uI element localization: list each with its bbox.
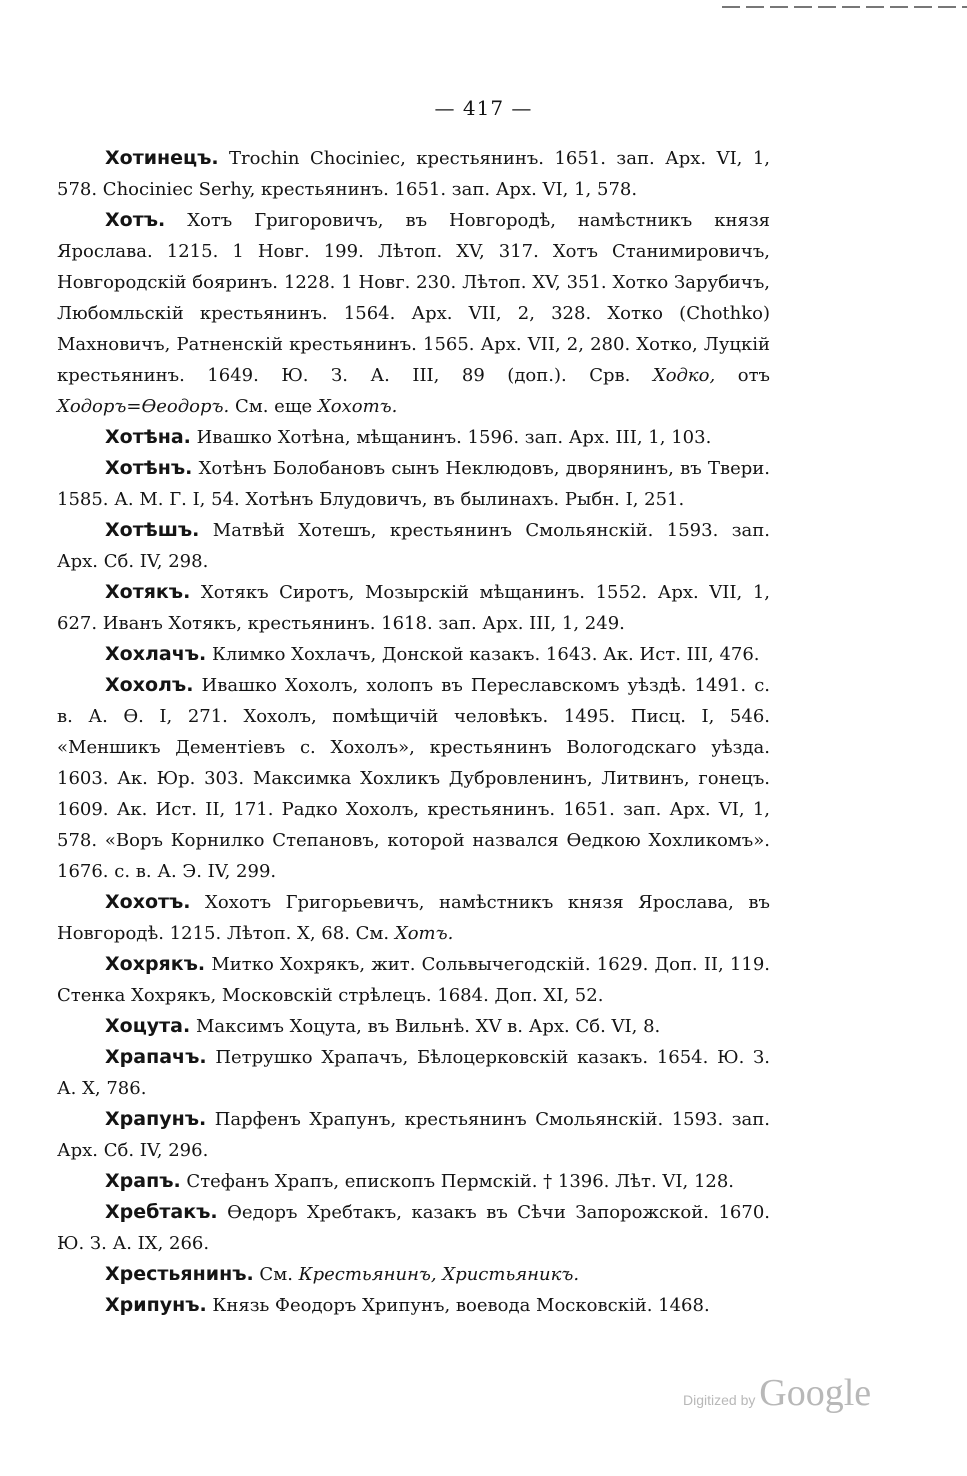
entry-text: См. еще: [229, 396, 318, 417]
dictionary-entry: [57, 422, 770, 453]
entry-headword: Хрипунъ.: [105, 1294, 207, 1316]
entry-text: Хотякъ Сиротъ, Мозырскій мѣщанинъ. 1552. Арх. VII, 1, 627. Иванъ Хотякъ, крестьянинъ. 1618. зап. Арх. III, 1, 249.: [57, 582, 770, 634]
entry-headword: Хохотъ.: [105, 891, 191, 913]
dictionary-entry: [57, 949, 770, 1011]
entry-cross-reference: Ходоръ=Ѳеодоръ.: [57, 396, 230, 417]
dictionary-entry: [57, 1259, 770, 1290]
entry-headword: Хоцута.: [105, 1015, 191, 1037]
entry-cross-reference: Хотъ.: [394, 923, 454, 944]
dictionary-entry: [57, 1104, 770, 1166]
digitized-by-google-watermark: [683, 1371, 871, 1415]
dictionary-entry: [57, 515, 770, 577]
entry-text: Митко Хохрякъ, жит. Сольвычегодскій. 1629. Доп. II, 119. Стенка Хохрякъ, Московскій стрѣлецъ. 1684. Доп. XI, 52.: [57, 954, 770, 1006]
entry-text: Хотѣнъ Болобановъ сынъ Неклюдовъ, дворянинъ, въ Твери. 1585. А. М. Г. I, 54. Хотѣнъ Блудовичъ, въ былинахъ. Рыбн. I, 251.: [57, 458, 770, 510]
dictionary-entry: [57, 1042, 770, 1104]
dictionary-entry: [57, 670, 770, 887]
entry-text: отъ: [715, 365, 771, 386]
entry-headword: Хохлачъ.: [105, 643, 207, 665]
watermark-brand: Google: [759, 1372, 872, 1414]
dictionary-entry: [57, 577, 770, 639]
entry-text: Ѳедоръ Хребтакъ, казакъ въ Сѣчи Запорожской. 1670. Ю. З. А. IX, 266.: [57, 1202, 770, 1254]
dictionary-entry: [57, 639, 770, 670]
entry-headword: Хотѣнъ.: [105, 457, 193, 479]
entry-headword: Храпачъ.: [105, 1046, 207, 1068]
dictionary-entry: [57, 887, 770, 949]
dictionary-entry: [57, 143, 770, 205]
entry-headword: Хотѣшъ.: [105, 519, 200, 541]
entry-text: Ивашко Хотѣна, мѣщанинъ. 1596. зап. Арх. III, 1, 103.: [190, 427, 712, 448]
entry-text: Петрушко Храпачъ, Бѣлоцерковскій казакъ. 1654. Ю. З. А. X, 786.: [57, 1047, 770, 1099]
entry-headword: Храпъ.: [105, 1170, 181, 1192]
entry-text: Князь Феодоръ Хрипунъ, воевода Московскій. 1468.: [206, 1295, 710, 1316]
entry-headword: Храпунъ.: [105, 1108, 207, 1130]
entry-text: Климко Хохлачъ, Донской казакъ. 1643. Ак. Ист. III, 476.: [206, 644, 760, 665]
dictionary-entry: [57, 1290, 770, 1321]
entry-cross-reference: Хохотъ.: [317, 396, 398, 417]
dictionary-entry: [57, 453, 770, 515]
entry-text: См.: [253, 1264, 299, 1285]
dictionary-entries: [57, 143, 770, 1321]
entry-text: Матвѣй Хотешъ, крестьянинъ Смольянскій. 1593. зап. Арх. Сб. IV, 298.: [57, 520, 770, 572]
dictionary-entry: [57, 205, 770, 422]
top-rule: [722, 6, 967, 8]
entry-headword: Хотѣна.: [105, 426, 191, 448]
entry-text: Ивашко Хохолъ, холопъ въ Переславскомъ уѣздѣ. 1491. с. в. А. Ѳ. I, 271. Хохолъ, помѣщичій человѣкъ. 1495. Писц. I, 546. «Меншикъ Дементіевъ с. Хохолъ», крестьянинъ Вологодскаго уѣзда. 1603. Ак. Юр. 303. Максимка Хохликъ Дубровленинъ, Литвинъ, гонецъ. 1609. Ак. Ист. II, 171. Радко Хохолъ, крестьянинъ. 1651. зап. Арх. VI, 1, 578. «Воръ Корнилко Степановъ, которой назвался Ѳедкою Хохликомъ». 1676. с. в. А. Э. IV, 299.: [57, 675, 770, 882]
dictionary-entry: [57, 1011, 770, 1042]
entry-text: Парфенъ Храпунъ, крестьянинъ Смольянскій. 1593. зап. Арх. Сб. IV, 296.: [57, 1109, 770, 1161]
entry-headword: Хотинецъ.: [105, 147, 219, 169]
entry-text: Хотъ Григоровичъ, въ Новгородѣ, намѣстникъ князя Ярослава. 1215. 1 Новг. 199. Лѣтоп. XV, 317. Хотъ Станимировичъ, Новгородскій бояринъ. 1228. 1 Новг. 230. Лѣтоп. XV, 351. Хотко Зарубичъ, Любомльскій крестьянинъ. 1564. Арх. VII, 2, 328. Хотко (Chothko) Махновичъ, Ратненскій крестьянинъ. 1565. Арх. VII, 2, 280. Хотко, Луцкій крестьянинъ. 1649. Ю. З. А. III, 89 (доп.). Срв.: [57, 210, 770, 386]
dictionary-entry: [57, 1197, 770, 1259]
watermark-prefix: Digitized by: [683, 1392, 760, 1408]
entry-headword: Хотъ.: [105, 209, 166, 231]
entry-text: Хохотъ Григорьевичъ, намѣстникъ князя Ярослава, въ Новгородѣ. 1215. Лѣтоп. X, 68. См.: [57, 892, 770, 944]
entry-text: Максимъ Хоцута, въ Вильнѣ. XV в. Арх. Сб. VI, 8.: [190, 1016, 661, 1037]
entry-text: Стефанъ Храпъ, епископъ Пермскій. † 1396. Лѣт. VI, 128.: [180, 1171, 735, 1192]
entry-cross-reference: Крестьянинъ, Христьяникъ.: [298, 1264, 580, 1285]
entry-cross-reference: Ходко,: [652, 365, 716, 386]
entry-headword: Хохрякъ.: [105, 953, 206, 975]
page-number: — 417 —: [434, 96, 533, 120]
dictionary-entry: [57, 1166, 770, 1197]
entry-headword: Хрестьянинъ.: [105, 1263, 254, 1285]
entry-text: Trochin Chociniec, крестьянинъ. 1651. зап. Арх. VI, 1, 578. Chociniec Serhy, крестьянинъ. 1651. зап. Арх. VI, 1, 578.: [57, 148, 770, 200]
entry-headword: Хохолъ.: [105, 674, 194, 696]
entry-headword: Хотякъ.: [105, 581, 191, 603]
entry-headword: Хребтакъ.: [105, 1201, 218, 1223]
